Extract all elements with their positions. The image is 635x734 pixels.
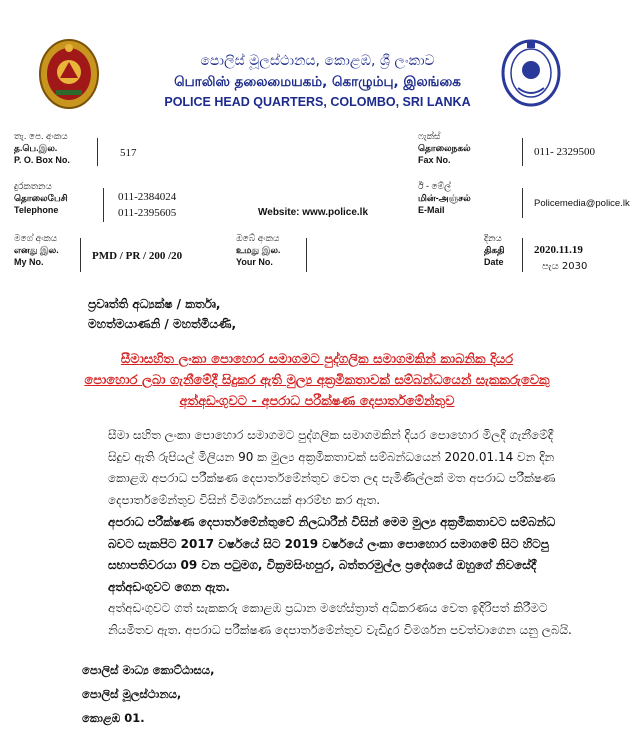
my-no-value: PMD / PR / 200 /20 [92,250,183,262]
header-sinhala: පොලිස් මූලස්ථානය, කොළඹ, ශ්‍රී ලංකාව [200,53,435,69]
date-value: 2020.11.19 [534,244,583,256]
signature-block [82,658,214,730]
header-english: POLICE HEAD QUARTERS, COLOMBO, SRI LANKA [164,95,471,109]
telephone-value-2: 011-2395605 [118,207,177,219]
signature-line-3: කොළඹ 01. [82,711,145,725]
website-text[interactable]: Website: www.police.lk [258,207,369,218]
your-no-labels: ඔබේ අංකය உமது இல. Your No. [236,233,281,267]
document-title-line-3: අත්අඩංගුවට - අපරාධ පරීක්ෂණ දෙපාර්තමේන්තුව [179,394,455,409]
telephone-labels: දුරකතනය தொலைபேசி Telephone [14,181,68,215]
time-value: පැය 2030 [542,261,588,272]
salutation-line-2: මහත්මයාණනි / මහත්මියණි, [88,317,237,331]
telephone-value-1: 011-2384024 [118,191,177,203]
my-no-labels: මගේ අංකය எனது இல. My No. [14,233,59,267]
date-labels: දිනය திகதி Date [484,233,505,267]
paragraph-2: අපරාධ පරීක්ෂණ දෙපාර්තමේන්තුවේ නිලධාරීන් විසින් මෙම මුල්‍ය අක්‍රමිකතාවට සම්බන්ධ බවට සැකපිට 2017 වර්ෂයේ සිට 2019 වර්ෂයේ ලංකා පොහොර සමාගමේ සිට හිටපු සභාපතිවරයා 09 වන පටුමග, වික්‍රමසිංහපුර, බත්තරමුල්ල ප්‍රදේශයේ ඔහුගේ නිවසේදී අත්අඩංගුවට ගෙන ඇත. [108,515,556,594]
po-box-labels: තැ. පෙ. අංකය த.பெ.இல. P. O. Box No. [14,131,70,165]
email-labels: ඊ - මේල් மின்-அஞ்சல் E-Mail [418,181,471,215]
signature-line-2: පොලිස් මූලස්ථානය, [82,687,182,701]
fax-labels: ෆැක්ස් தொலைநகல் Fax No. [418,131,471,165]
email-value[interactable]: Policemedia@police.lk [534,198,630,209]
po-box-value: 517 [120,147,137,159]
document-title-line-2: පොහොර ලබා ගැනීමේදී සිදුකර ඇති මුල්‍ය අක්‍රමිකතාවක් සම්බන්ධයෙන් සැකකරුවෙකු [84,373,550,388]
header-tamil: பொலிஸ் தலைமையகம், கொழும்பு, இலங்கை [174,74,461,90]
salutation-line-1: ප්‍රවෘත්ති අධ්‍යක්ෂ / කර්තෘ, [88,297,221,311]
document-title-line-1: සීමාසහිත ලංකා පොහොර සමාගමට පුද්ගලික සමාගමකින් කාබනික දියර [120,352,514,367]
signature-line-1: පොලිස් මාධ්‍ය කොට්ඨාසය, [82,663,215,677]
fax-value: 011- 2329500 [534,146,596,158]
paragraph-3: අත්අඩංගුවට ගත් සැකකරු කොළඹ ප්‍රධාන මහේස්ත්‍රාත් අධිකරණය වෙත ඉදිරිපත් කිරීමට නියමිතව ඇත. අපරාධ පරීක්ෂණ දෙපාර්තමේන්තුව වැඩිදුර විමර්ශන පවත්වාගෙන යනු ලබයි. [108,601,572,637]
paragraph-1: සීමා සහිත ලංකා පොහොර සමාගමට පුද්ගලික සමාගමකින් දියර පොහොර මිලදී ගැනීමේදී සිදුව ඇති රුපියල් මිලියන 90 ක මුල්‍ය අක්‍රමිකතාවක් සම්බන්ධයෙන් 2020.01.14 වන දින කොළඹ අපරාධ පරීක්ෂණ දෙපාර්තමේන්තුව වෙත ලද පැමිණිල්ලක් මත අපරාධ පරීක්ෂණ දෙපාර්තමේන්තුව විසින් විමර්ශනයක් ආරම්භ කර ඇත. [108,428,556,507]
